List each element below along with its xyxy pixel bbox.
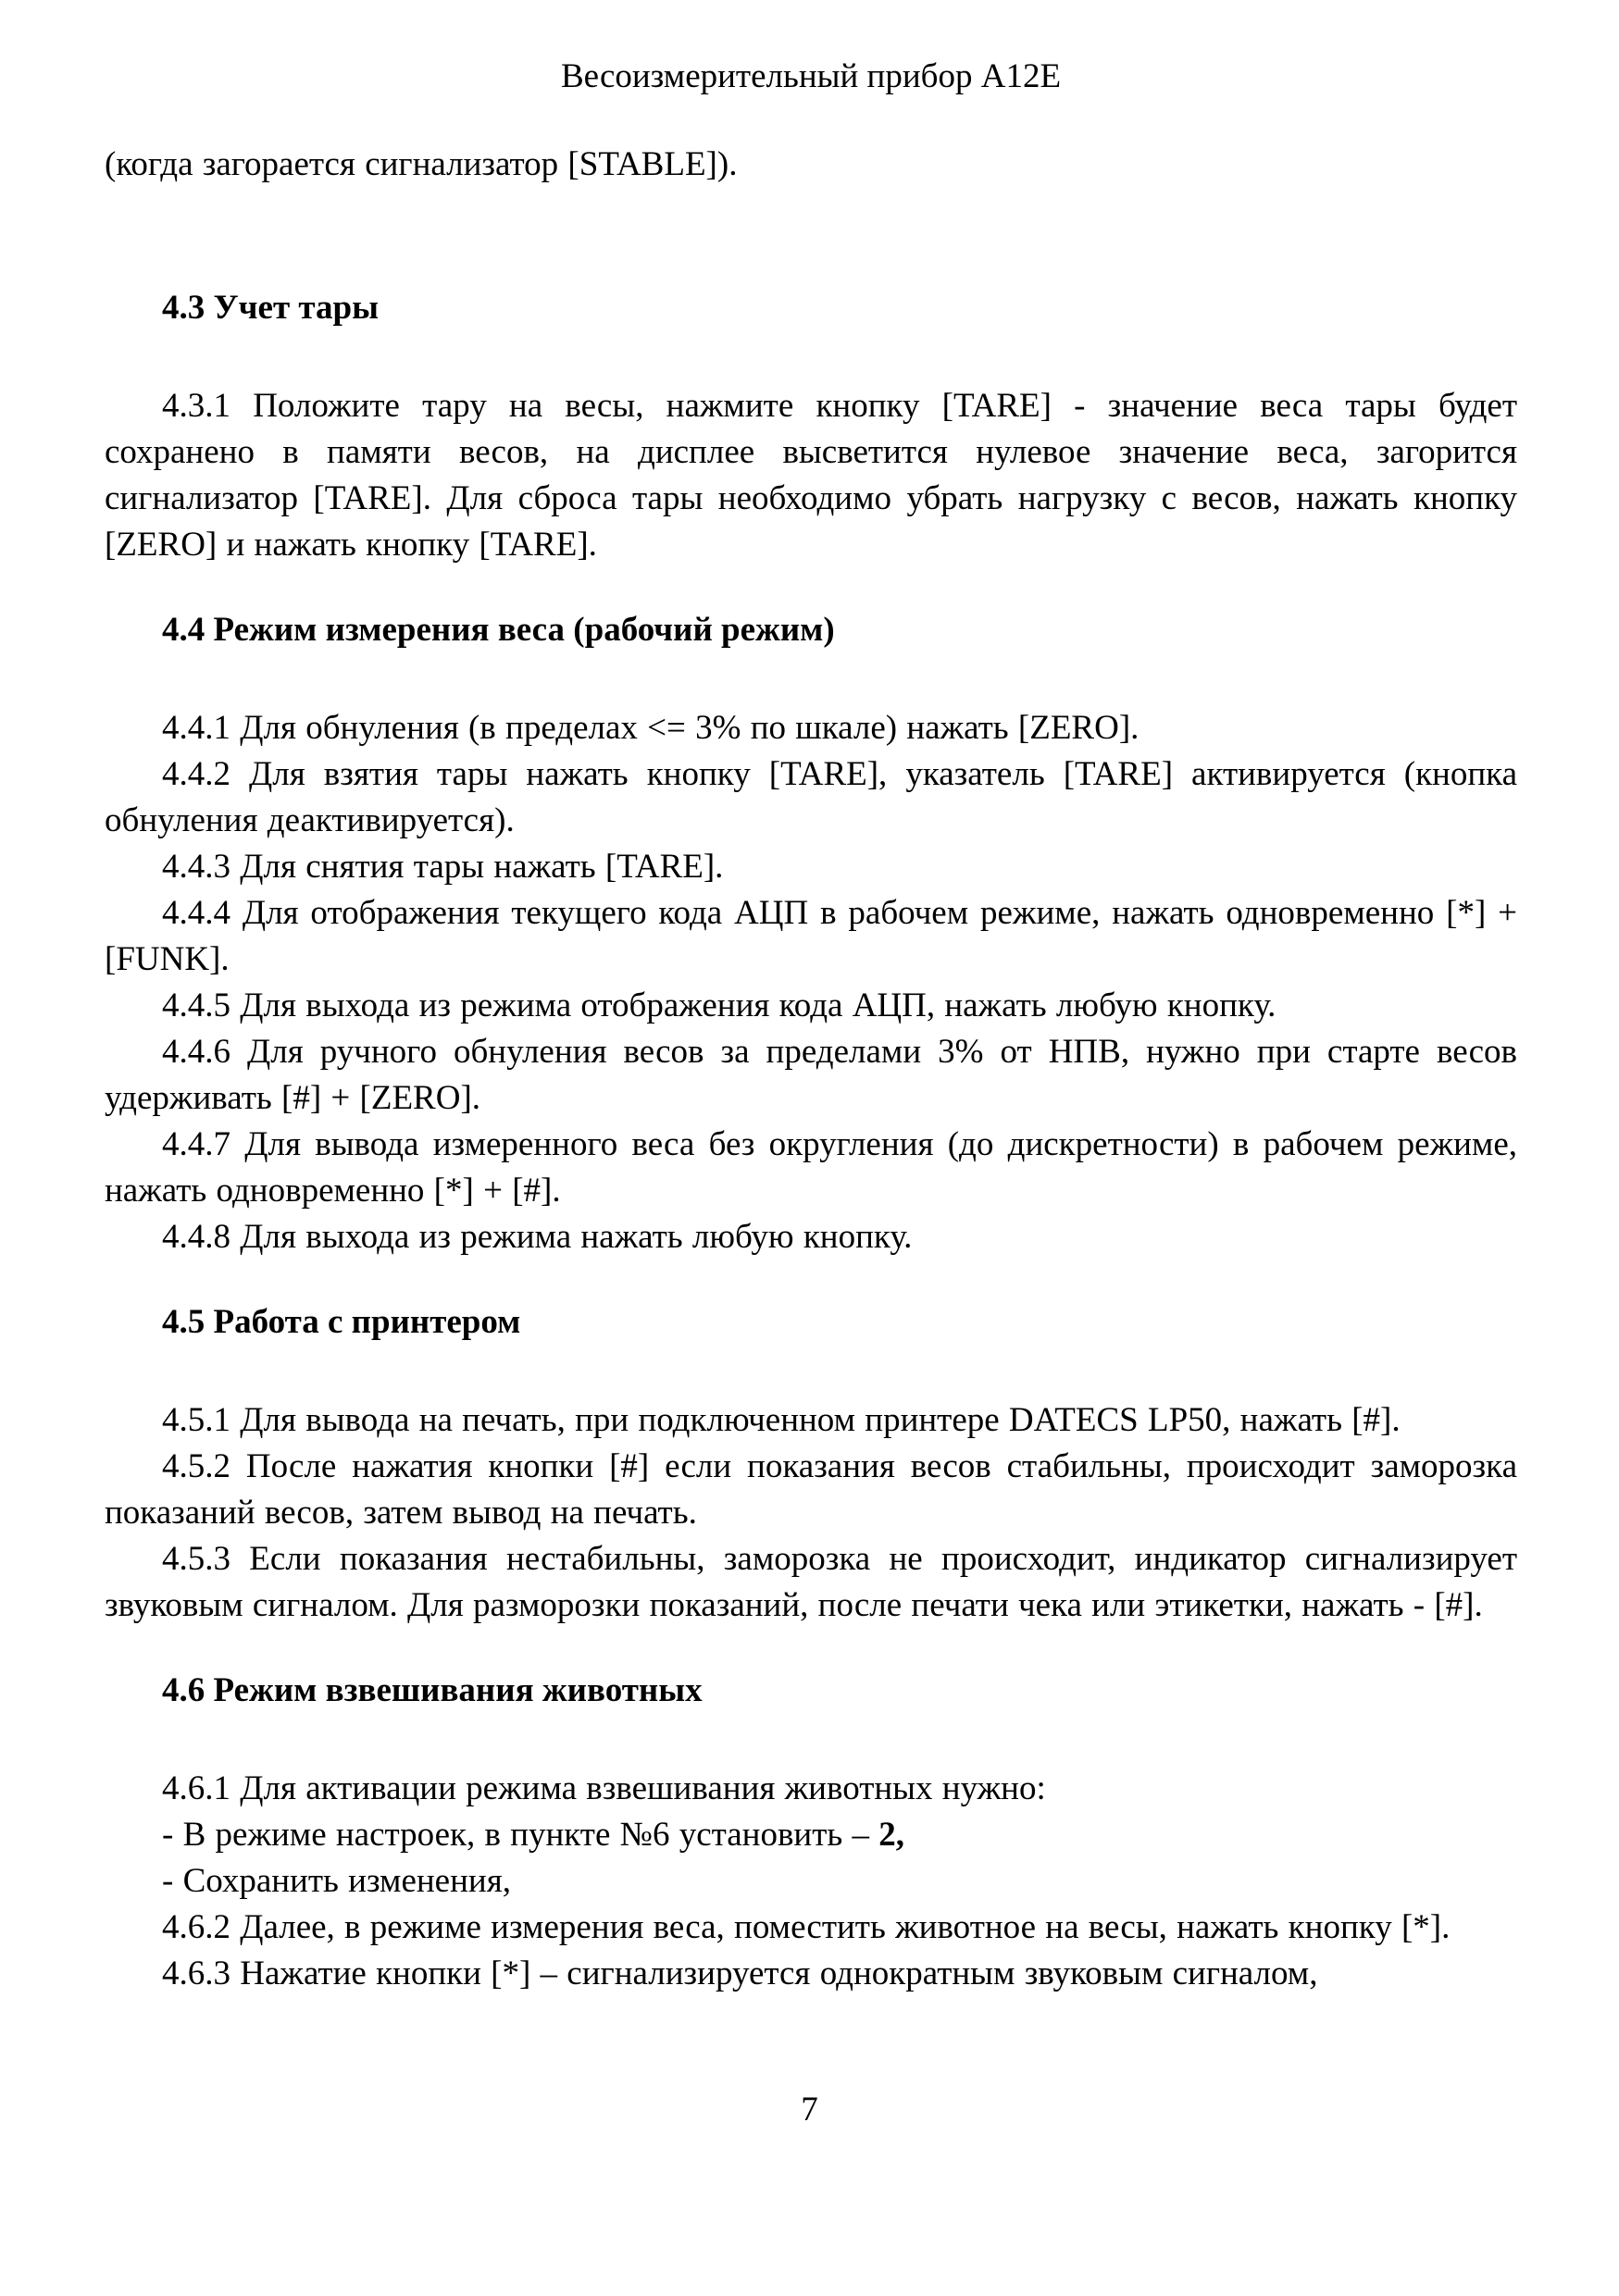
- page-header-title: Весоизмерительный прибор А12Е: [560, 57, 1062, 95]
- paragraph-4-5-1: 4.5.1 Для вывода на печать, при подключенном принтере DATECS LP50, нажать [#].: [162, 1401, 1401, 1439]
- paragraph-4-6-1: 4.6.1 Для активации режима взвешивания животных нужно:: [162, 1769, 1046, 1807]
- paragraph-4-5-2: 4.5.2 После нажатия кнопки [#] если показания весов стабильны, происходит заморозка показаний весов, затем вывод на печать.: [105, 1447, 1517, 1532]
- paragraph-4-4-5: 4.4.5 Для выхода из режима отображения кода АЦП, нажать любую кнопку.: [162, 987, 1277, 1024]
- intro-paragraph: (когда загорается сигнализатор [STABLE]).: [105, 145, 738, 183]
- paragraph-4-4-7: 4.4.7 Для вывода измеренного веса без округления (до дискретности) в рабочем режиме, нажать одновременно [*] + [#].: [105, 1125, 1517, 1210]
- paragraph-4-4-4: 4.4.4 Для отображения текущего кода АЦП в рабочем режиме, нажать одновременно [*] + [FUNK].: [105, 894, 1517, 978]
- paragraph-4-3-1: 4.3.1 Положите тару на весы, нажмите кнопку [TARE] - значение веса тары будет сохранено в памяти весов, на дисплее высветится нулевое значение веса, загорится сигнализатор [TARE]. Для сброса тары необходимо убрать нагрузку с весов, нажать кнопку [ZERO] и нажать кнопку [TARE].: [105, 387, 1517, 564]
- settings-list-item-value: 2,: [878, 1816, 905, 1854]
- page-number: 7: [801, 2091, 818, 2128]
- paragraph-4-4-6: 4.4.6 Для ручного обнуления весов за пределами 3% от НПВ, нужно при старте весов удерживать [#] + [ZERO].: [105, 1033, 1517, 1117]
- paragraph-settings-list-item: [105, 1812, 1517, 1858]
- section-heading-4-5: 4.5 Работа с принтером: [162, 1303, 521, 1341]
- settings-list-item-text: - В режиме настроек, в пункте №6 установить –: [162, 1816, 879, 1854]
- paragraph-4-4-3: 4.4.3 Для снятия тары нажать [TARE].: [162, 848, 724, 886]
- section-heading-4-4: 4.4 Режим измерения веса (рабочий режим): [162, 611, 835, 649]
- section-heading-4-3: 4.3 Учет тары: [162, 289, 379, 327]
- paragraph-save-list-item: - Сохранить изменения,: [162, 1862, 511, 1900]
- paragraph-4-4-2: 4.4.2 Для взятия тары нажать кнопку [TARE], указатель [TARE] активируется (кнопка обнуления деактивируется).: [105, 755, 1517, 839]
- paragraph-4-6-2: 4.6.2 Далее, в режиме измерения веса, поместить животное на весы, нажать кнопку [*].: [162, 1908, 1451, 1946]
- paragraph-4-5-3: 4.5.3 Если показания нестабильны, заморозка не происходит, индикатор сигнализирует звуковым сигналом. Для разморозки показаний, после печати чека или этикетки, нажать - [#].: [105, 1540, 1517, 1624]
- paragraph-4-6-3: 4.6.3 Нажатие кнопки [*] – сигнализируется однократным звуковым сигналом,: [162, 1955, 1318, 1992]
- paragraph-4-4-8: 4.4.8 Для выхода из режима нажать любую кнопку.: [162, 1218, 913, 1256]
- section-heading-4-6: 4.6 Режим взвешивания животных: [162, 1671, 703, 1709]
- paragraph-4-4-1: 4.4.1 Для обнуления (в пределах <= 3% по шкале) нажать [ZERO].: [162, 709, 1140, 747]
